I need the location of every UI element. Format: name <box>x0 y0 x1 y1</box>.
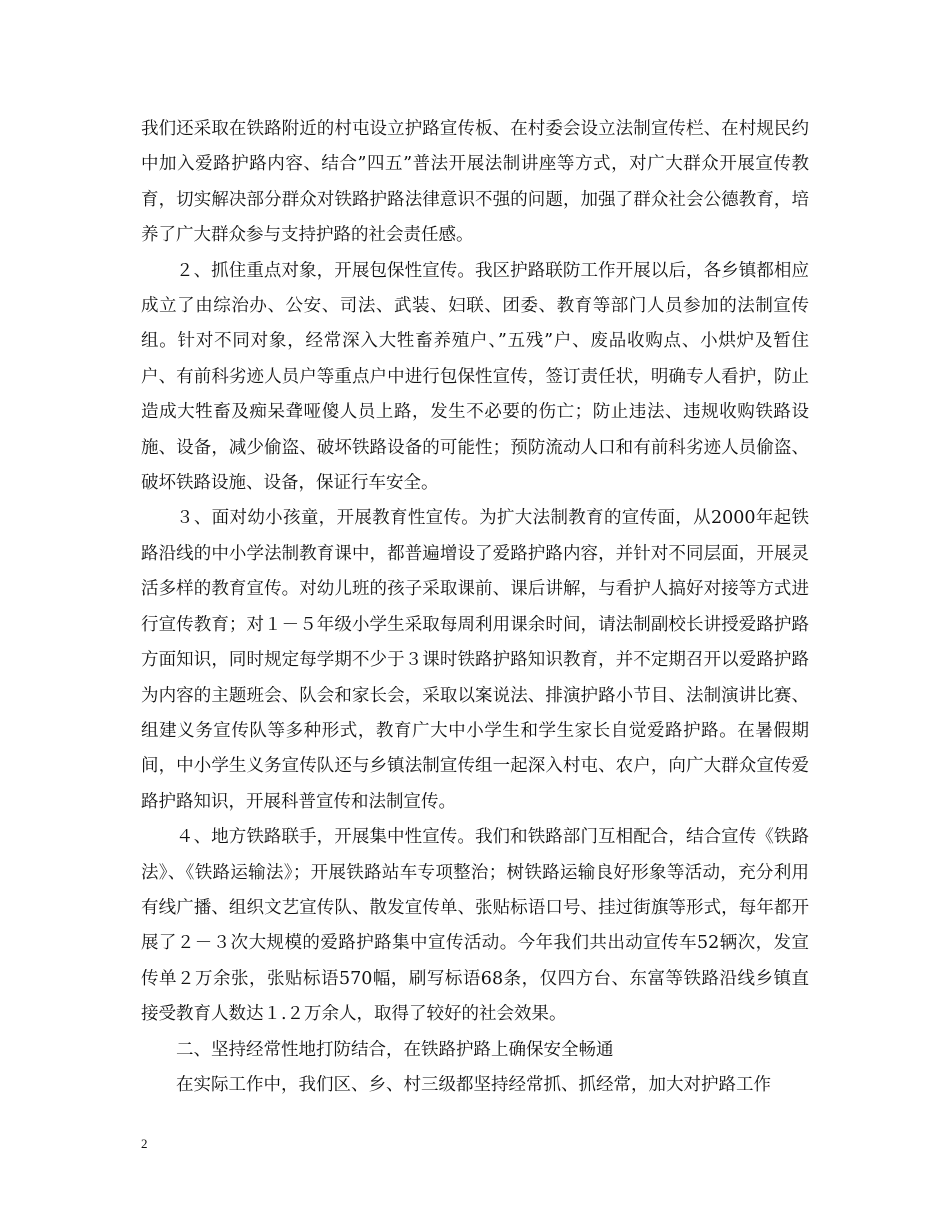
paragraph-3: ３、面对幼小孩童，开展教育性宣传。为扩大法制教育的宣传面，从2000年起铁路沿线的中小学法制教育课中，都普遍增设了爱路护路内容，并针对不同层面，开展灵活多样的教育宣传。对幼儿班的孩子采取课前、课后讲解，与看护人搞好对接等方式进行宣传教育；对１－５年级小学生采取每周利用课余时间，请法制副校长讲授爱路护路方面知识，同时规定每学期不少于３课时铁路护路知识教育，并不定期召开以爱路护路为内容的主题班会、队会和家长会，采取以案说法、排演护路小节目、法制演讲比赛、组建义务宣传队等多种形式，教育广大中小学生和学生家长自觉爱路护路。在暑假期间，中小学生义务宣传队还与乡镇法制宣传组一起深入村屯、农户，向广大群众宣传爱路护路知识，开展科普宣传和法制宣传。 <box>141 508 809 812</box>
paragraph-1: 我们还采取在铁路附近的村屯设立护路宣传板、在村委会设立法制宣传栏、在村规民约中加入爱路护路内容、结合”四五”普法开展法制讲座等方式，对广大群众开展宣传教育，切实解决部分群众对铁路护路法律意识不强的问题，加强了群众社会公德教育，培养了广大群众参与支持护路的社会责任感。 <box>141 119 809 246</box>
paragraph-4: ４、地方铁路联手，开展集中性宣传。我们和铁路部门互相配合，结合宣传《铁路法》、《铁路运输法》；开展铁路站车专项整治；树铁路运输良好形象等活动，充分利用有线广播、组织文艺宣传队、散发宣传单、张贴标语口号、挂过街旗等形式，每年都开展了２－３次大规模的爱路护路集中宣传活动。今年我们共出动宣传车52辆次，发宣传单２万余张，张贴标语570幅，刷写标语68条，仅四方台、东富等铁路沿线乡镇直接受教育人数达１.２万余人，取得了较好的社会效果。 <box>141 827 809 1025</box>
document-body <box>141 112 809 1103</box>
paragraph-5: 在实际工作中，我们区、乡、村三级都坚持经常抓、抓经常，加大对护路工作 <box>176 1074 771 1095</box>
page-number: 2 <box>141 1136 148 1151</box>
paragraph-2: ２、抓住重点对象，开展包保性宣传。我区护路联防工作开展以后，各乡镇都相应成立了由综治办、公安、司法、武装、妇联、团委、教育等部门人员参加的法制宣传组。针对不同对象，经常深入大牲畜养殖户、”五残”户、废品收购点、小烘炉及暂住户、有前科劣迹人员户等重点户中进行包保性宣传，签订责任状，明确专人看护，防止造成大牲畜及痴呆聋哑傻人员上路，发生不必要的伤亡；防止违法、违规收购铁路设施、设备，减少偷盗、破坏铁路设备的可能性；预防流动人口和有前科劣迹人员偷盗、破坏铁路设施、设备，保证行车安全。 <box>141 260 809 494</box>
section-heading: 二、坚持经常性地打防结合，在铁路护路上确保安全畅通 <box>176 1039 614 1060</box>
